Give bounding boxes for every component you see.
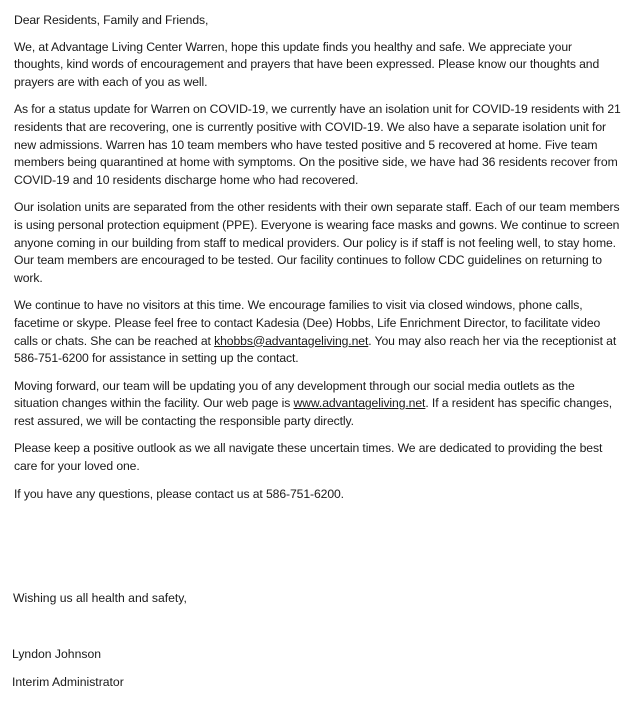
greeting: Dear Residents, Family and Friends, [14, 13, 209, 27]
website-link[interactable]: www.advantageliving.net [293, 396, 426, 411]
paragraph-visitors [14, 297, 622, 367]
visitors-text-before: We continue to have no visitors at this time. We encourage families to visit via closed windows, phone calls, facetime or skype. Please feel free to contact Kadesia (Dee) Hobbs, Life Enrichment Director, to facilitate video calls or chats. She can be reached at [14, 298, 601, 348]
visitors-text-after: . You may also reach her via the receptionist at 586-751-6200 for assistance in setting up the contact. [14, 333, 617, 366]
signature-name: Lyndon Johnson [12, 647, 101, 661]
paragraph-moving-forward [14, 378, 622, 431]
closing-line: Wishing us all health and safety, [13, 591, 187, 605]
paragraph-status-update: As for a status update for Warren on COVID-19, we currently have an isolation unit for COVID-19 residents with 21 residents that are recovering, one is currently positive with COVID-19. We also have a separate isolation unit for new admissions. Warren has 10 team members who have tested positive and 5 recovered at home. Five team members being quarantined at home with symptoms. On the positive side, we have had 36 residents recover from COVID-19 and 10 residents discharge home who had recovered. [14, 102, 621, 187]
moving-forward-text-before: Moving forward, our team will be updating you of any development through our social media outlets as the situation changes within the facility. Our web page is [14, 378, 575, 411]
signature-title: Interim Administrator [12, 675, 124, 689]
moving-forward-text-after: . If a resident has specific changes, rest assured, we will be contacting the responsible party directly. [14, 396, 613, 428]
paragraph-questions: If you have any questions, please contact us at 586-751-6200. [14, 486, 344, 501]
contact-email-link[interactable]: khobbs@advantageliving.net [214, 333, 369, 348]
paragraph-isolation-units: Our isolation units are separated from the other residents with their own separate staff. Each of our team members is using personal protection equipment (PPE). Everyone is wearing face masks and gowns. We continue to screen anyone coming in our building from staff to medical providers. Our policy is if staff is not feeling well, to stay home. Our team members are encouraged to be tested. Our facility continues to follow CDC guidelines on returning to work. [14, 200, 620, 285]
letter-body [14, 12, 622, 513]
paragraph-positive-outlook: Please keep a positive outlook as we all navigate these uncertain times. We are dedicated to providing the best care for your loved one. [14, 441, 603, 474]
paragraph-intro: We, at Advantage Living Center Warren, hope this update finds you healthy and safe. We appreciate your thoughts, kind words of encouragement and prayers that have been expressed. Please know our thoughts and prayers are with each of you as well. [14, 39, 600, 89]
